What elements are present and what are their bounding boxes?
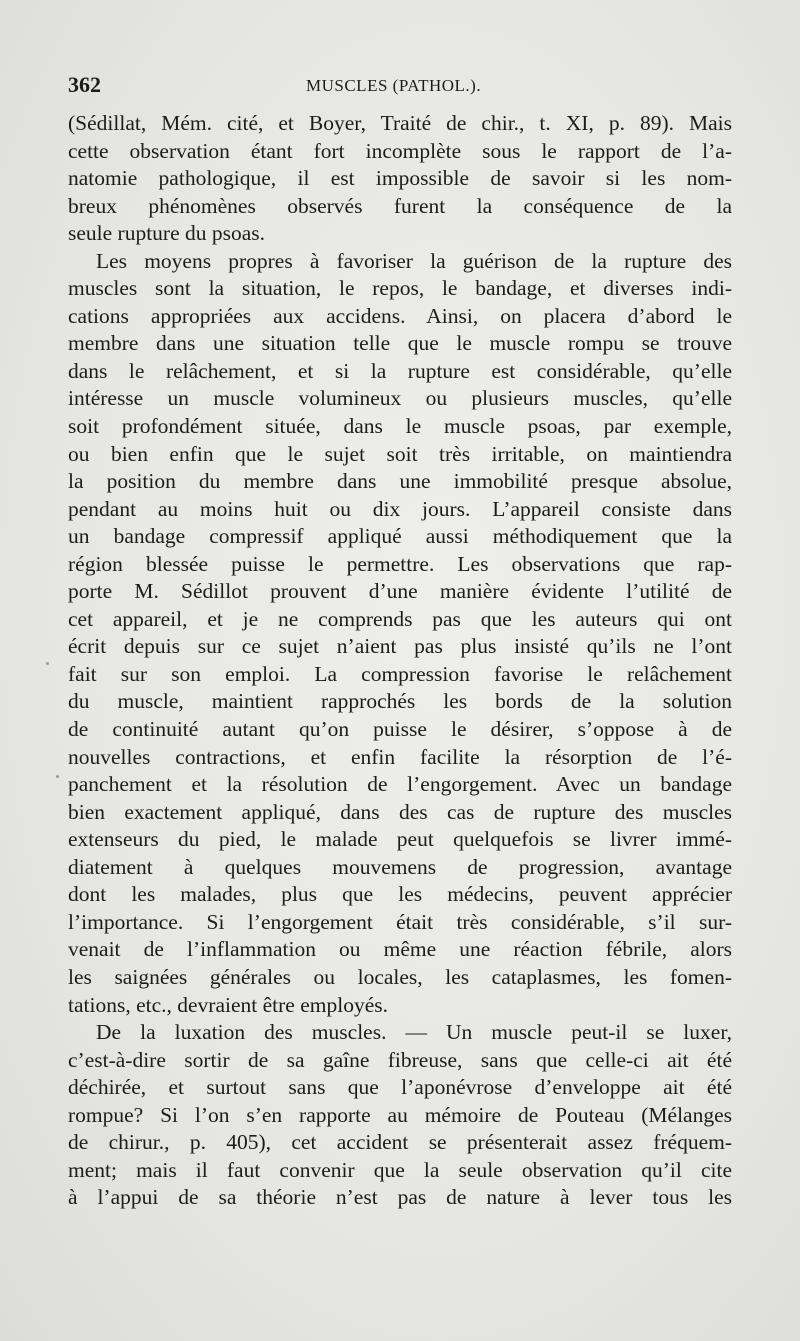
text-line: dans le relâchement, et si la rupture est considérable, qu’elle bbox=[68, 358, 732, 383]
text-line: écrit depuis sur ce sujet n’aient pas plus insisté qu’ils ne l’ont bbox=[68, 634, 732, 659]
text-line: un bandage compressif appliqué aussi méthodiquement que la bbox=[68, 524, 732, 549]
ink-speck bbox=[46, 662, 49, 665]
running-head: MUSCLES (PATHOL.). bbox=[306, 76, 482, 95]
text-line: de continuité autant qu’on puisse le désirer, s’oppose à de bbox=[68, 717, 732, 742]
text-line: soit profondément située, dans le muscle psoas, par exemple, bbox=[68, 414, 732, 439]
text-line: pendant au moins huit ou dix jours. L’appareil consiste dans bbox=[68, 496, 732, 521]
text-line: fait sur son emploi. La compression favorise le relâchement bbox=[68, 661, 732, 686]
text-line: ment; mais il faut convenir que la seule observation qu’il cite bbox=[68, 1157, 732, 1182]
text-line: ou bien enfin que le sujet soit très irritable, on maintiendra bbox=[68, 441, 732, 466]
text-line: de chirur., p. 405), cet accident se présenterait assez fréquem- bbox=[68, 1130, 732, 1155]
text-line: cet appareil, et je ne comprends pas que les auteurs qui ont bbox=[68, 606, 732, 631]
text-line: dont les malades, plus que les médecins, peuvent apprécier bbox=[68, 882, 732, 907]
text-line: l’importance. Si l’engorgement était très considérable, s’il sur- bbox=[68, 909, 732, 934]
text-line: natomie pathologique, il est impossible de savoir si les nom- bbox=[68, 166, 732, 191]
text-line: les saignées générales ou locales, les cataplasmes, les fomen- bbox=[68, 964, 732, 989]
text-line: région blessée puisse le permettre. Les observations que rap- bbox=[68, 551, 732, 576]
text-line: cette observation étant fort incomplète sous le rapport de l’a- bbox=[68, 138, 732, 163]
text-line: du muscle, maintient rapprochés les bords de la solution bbox=[68, 689, 732, 714]
text-line: tations, etc., devraient être employés. bbox=[68, 992, 388, 1017]
text-line: Les moyens propres à favoriser la guérison de la rupture des bbox=[96, 248, 732, 273]
text-line: rompue? Si l’on s’en rapporte au mémoire de Pouteau (Mélanges bbox=[68, 1102, 732, 1127]
text-line: c’est-à-dire sortir de sa gaîne fibreuse, sans que celle-ci ait été bbox=[68, 1047, 732, 1072]
text-line: à l’appui de sa théorie n’est pas de nature à lever tous les bbox=[68, 1185, 732, 1210]
text-line: cations appropriées aux accidens. Ainsi, on placera d’abord le bbox=[68, 303, 732, 328]
text-line: la position du membre dans une immobilité presque absolue, bbox=[68, 469, 732, 494]
text-line: bien exactement appliqué, dans des cas de rupture des muscles bbox=[68, 799, 732, 824]
text-line: porte M. Sédillot prouvent d’une manière évidente l’utilité de bbox=[68, 579, 732, 604]
text-line: nouvelles contractions, et enfin facilite la résorption de l’é- bbox=[68, 744, 732, 769]
text-line: intéresse un muscle volumineux ou plusieurs muscles, qu’elle bbox=[68, 386, 732, 411]
text-line: breux phénomènes observés furent la conséquence de la bbox=[68, 193, 732, 218]
text-line: panchement et la résolution de l’engorgement. Avec un bandage bbox=[68, 772, 732, 797]
text-line: extenseurs du pied, le malade peut quelquefois se livrer immé- bbox=[68, 827, 732, 852]
text-line: De la luxation des muscles. — Un muscle peut-il se luxer, bbox=[96, 1020, 732, 1045]
text-line: membre dans une situation telle que le muscle rompu se trouve bbox=[68, 331, 732, 356]
body-text bbox=[68, 110, 732, 1212]
text-line: muscles sont la situation, le repos, le bandage, et diverses indi- bbox=[68, 276, 732, 301]
text-line: diatement à quelques mouvemens de progression, avantage bbox=[68, 854, 732, 879]
ink-speck bbox=[56, 775, 59, 778]
text-line: déchirée, et surtout sans que l’aponévrose d’enveloppe ait été bbox=[68, 1075, 732, 1100]
text-line: (Sédillat, Mém. cité, et Boyer, Traité de chir., t. XI, p. 89). Mais bbox=[68, 111, 732, 135]
page-header bbox=[68, 72, 732, 106]
text-line: seule rupture du psoas. bbox=[68, 221, 266, 246]
text-line: venait de l’inflammation ou même une réaction fébrile, alors bbox=[68, 937, 732, 962]
page-number: 362 bbox=[68, 72, 101, 97]
